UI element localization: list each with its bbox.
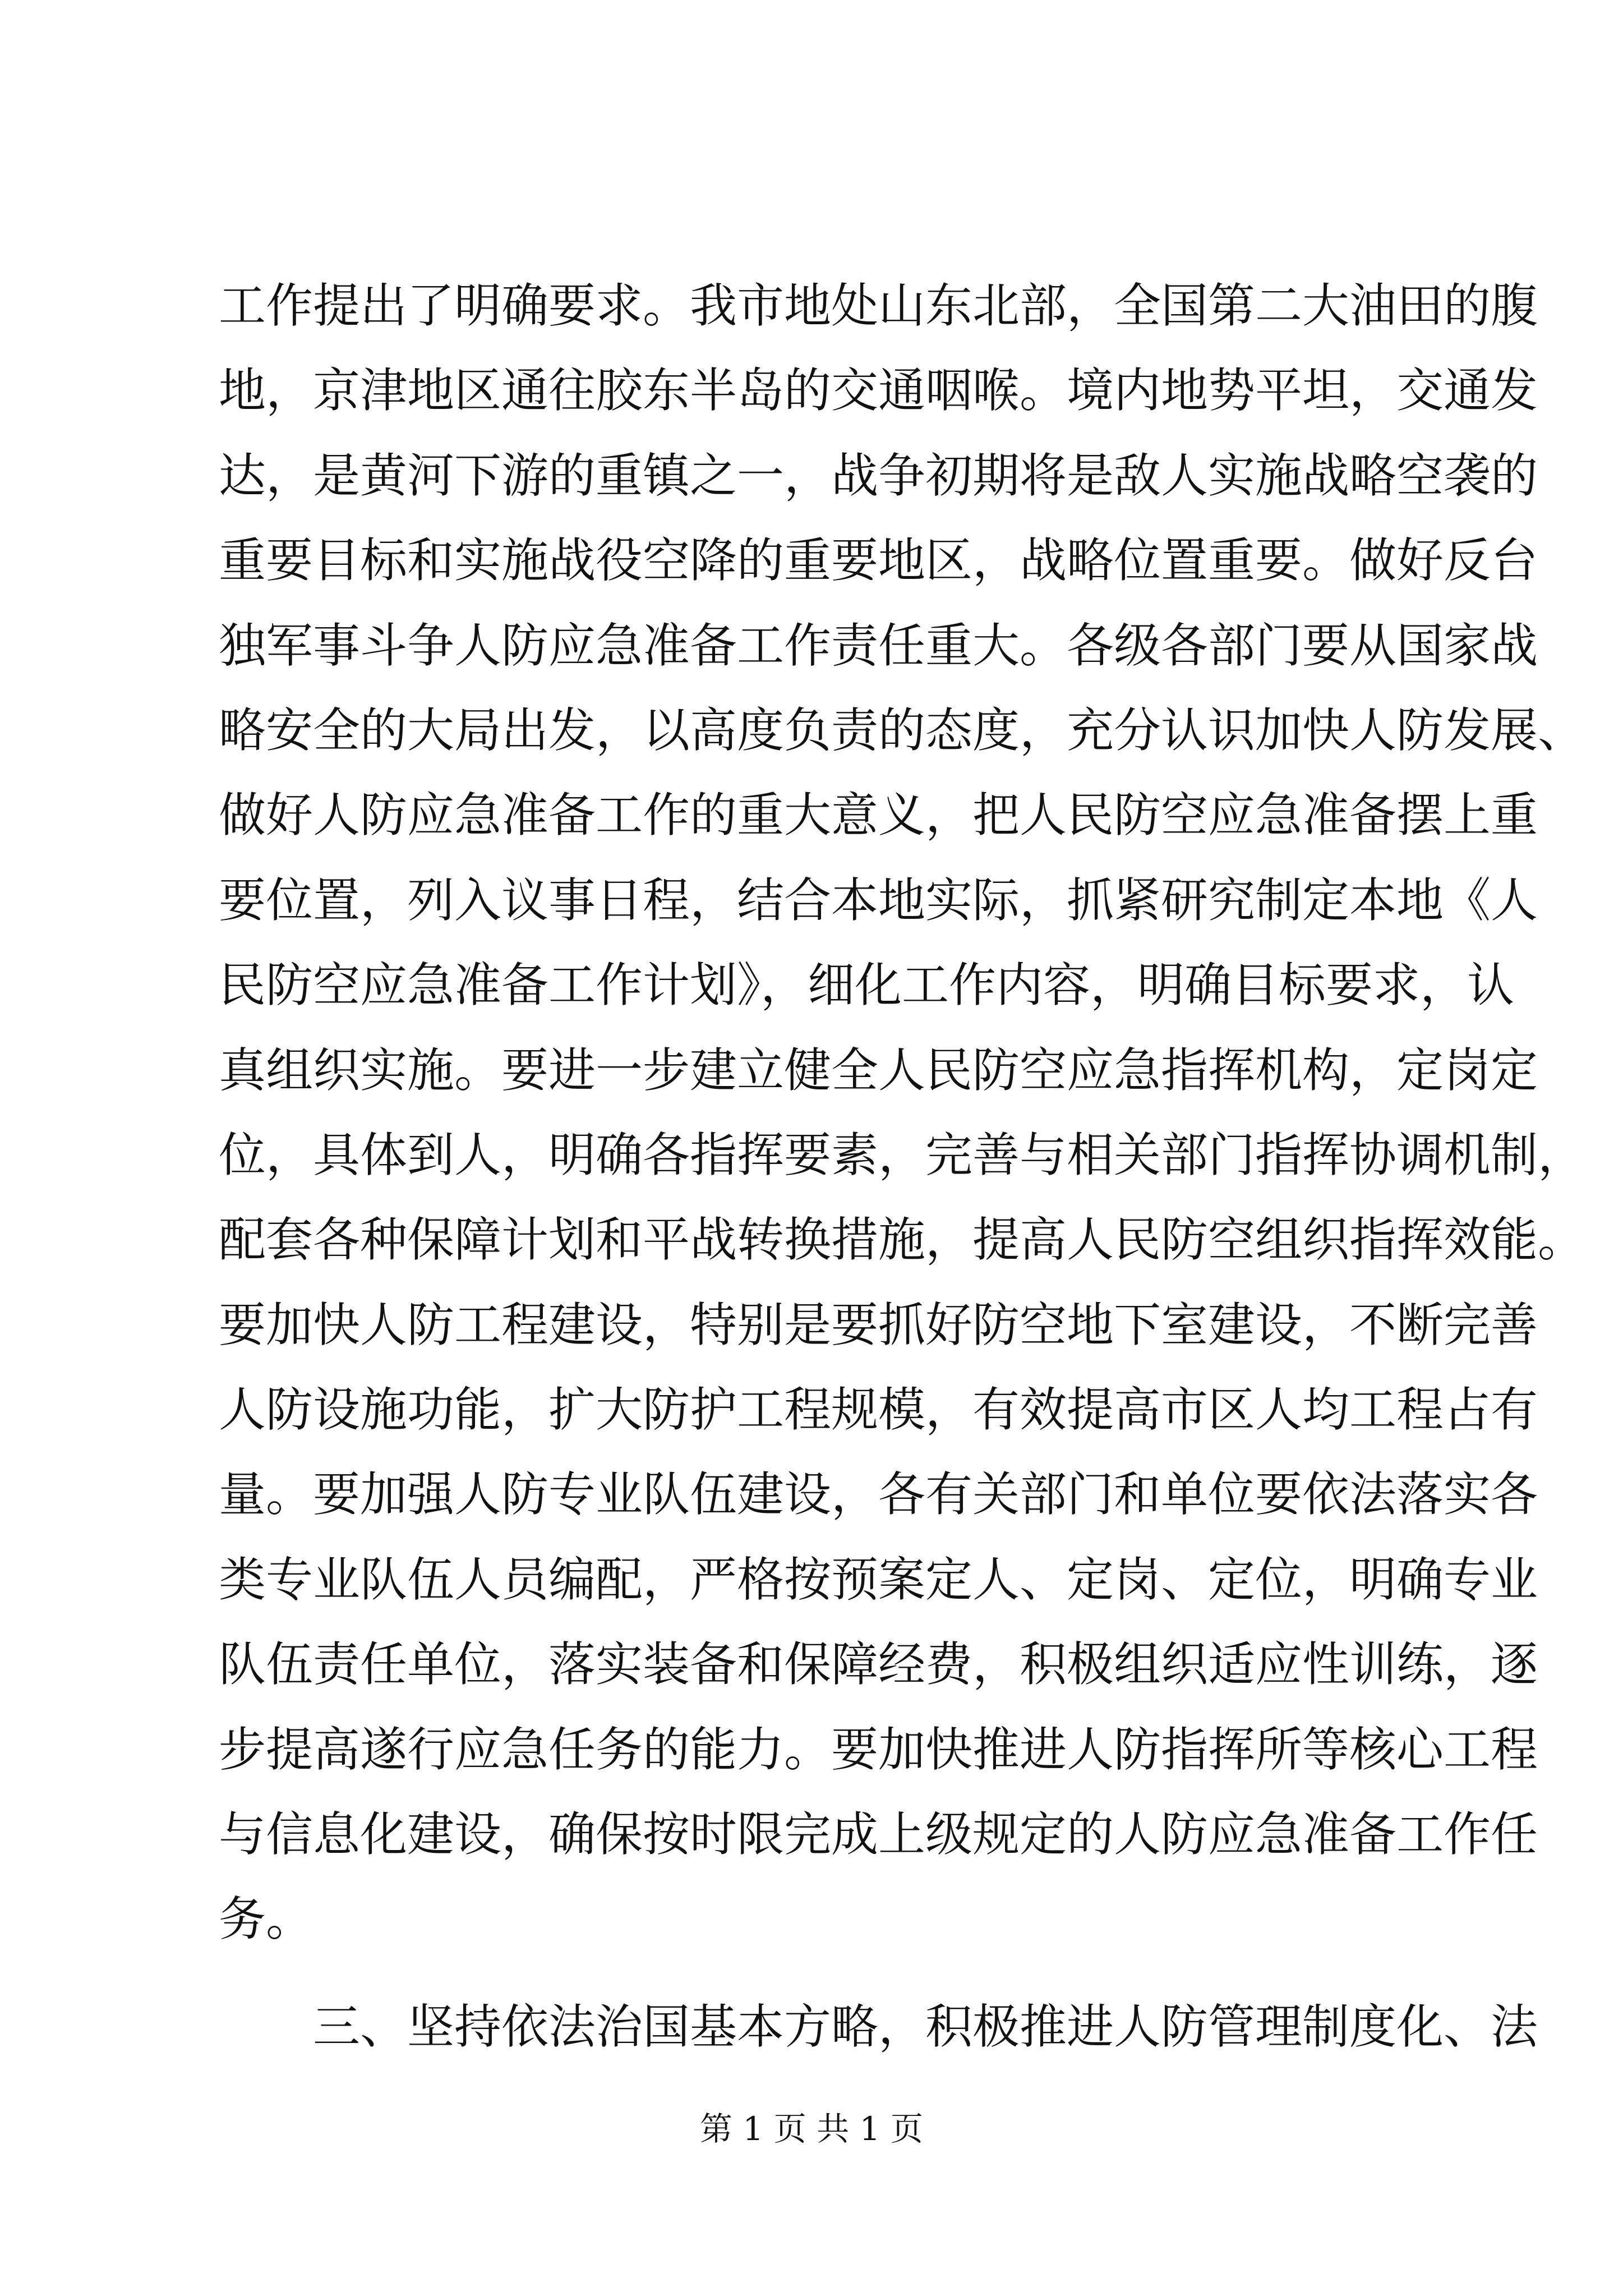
text-line: 队伍责任单位，落实装备和保障经费，积极组织适应性训练，逐 bbox=[219, 1637, 1538, 1692]
text-line: 务。 bbox=[219, 1892, 313, 1947]
text-line: 略安全的大局出发，以高度负责的态度，充分认识加快人防发展、 bbox=[219, 702, 1585, 758]
text-line: 类专业队伍人员编配，严格按预案定人、定岗、定位，明确专业 bbox=[219, 1552, 1538, 1607]
text-line: 真组织实施。要进一步建立健全人民防空应急指挥机构，定岗定 bbox=[219, 1042, 1538, 1098]
text-line: 工作提出了明确要求。我市地处山东北部，全国第二大油田的腹 bbox=[219, 278, 1538, 333]
text-line: 量。要加强人防专业队伍建设，各有关部门和单位要依法落实各 bbox=[219, 1467, 1538, 1522]
text-line: 与信息化建设，确保按时限完成上级规定的人防应急准备工作任 bbox=[219, 1807, 1538, 1862]
text-line: 要位置，列入议事日程，结合本地实际，抓紧研究制定本地《人 bbox=[219, 872, 1538, 928]
text-line: 民防空应急准备工作计划》，细化工作内容，明确目标要求，认 bbox=[219, 958, 1515, 1013]
text-line: 重要目标和实施战役空降的重要地区，战略位置重要。做好反台 bbox=[219, 533, 1538, 588]
text-line: 步提高遂行应急任务的能力。要加快推进人防指挥所等核心工程 bbox=[219, 1722, 1538, 1777]
section-heading-line: 三、坚持依法治国基本方略，积极推进人防管理制度化、法 bbox=[313, 1999, 1538, 2054]
text-line: 独军事斗争人防应急准备工作责任重大。各级各部门要从国家战 bbox=[219, 618, 1538, 673]
document-body bbox=[219, 264, 1585, 2069]
text-line: 要加快人防工程建设，特别是要抓好防空地下室建设，不断完善 bbox=[219, 1297, 1538, 1352]
text-line: 配套各种保障计划和平战转换措施，提高人民防空组织指挥效能。 bbox=[219, 1212, 1585, 1268]
text-line: 达，是黄河下游的重镇之一，战争初期将是敌人实施战略空袭的 bbox=[219, 448, 1538, 503]
page-footer: 第 1 页 共 1 页 bbox=[700, 2110, 923, 2148]
text-line: 做好人防应急准备工作的重大意义，把人民防空应急准备摆上重 bbox=[219, 788, 1538, 843]
paragraph-spacer bbox=[219, 1962, 1402, 1985]
text-line: 人防设施功能，扩大防护工程规模，有效提高市区人均工程占有 bbox=[219, 1382, 1538, 1438]
text-line: 位，具体到人，明确各指挥要素，完善与相关部门指挥协调机制， bbox=[219, 1127, 1585, 1182]
text-line: 地，京津地区通往胶东半岛的交通咽喉。境内地势平坦，交通发 bbox=[219, 363, 1538, 418]
